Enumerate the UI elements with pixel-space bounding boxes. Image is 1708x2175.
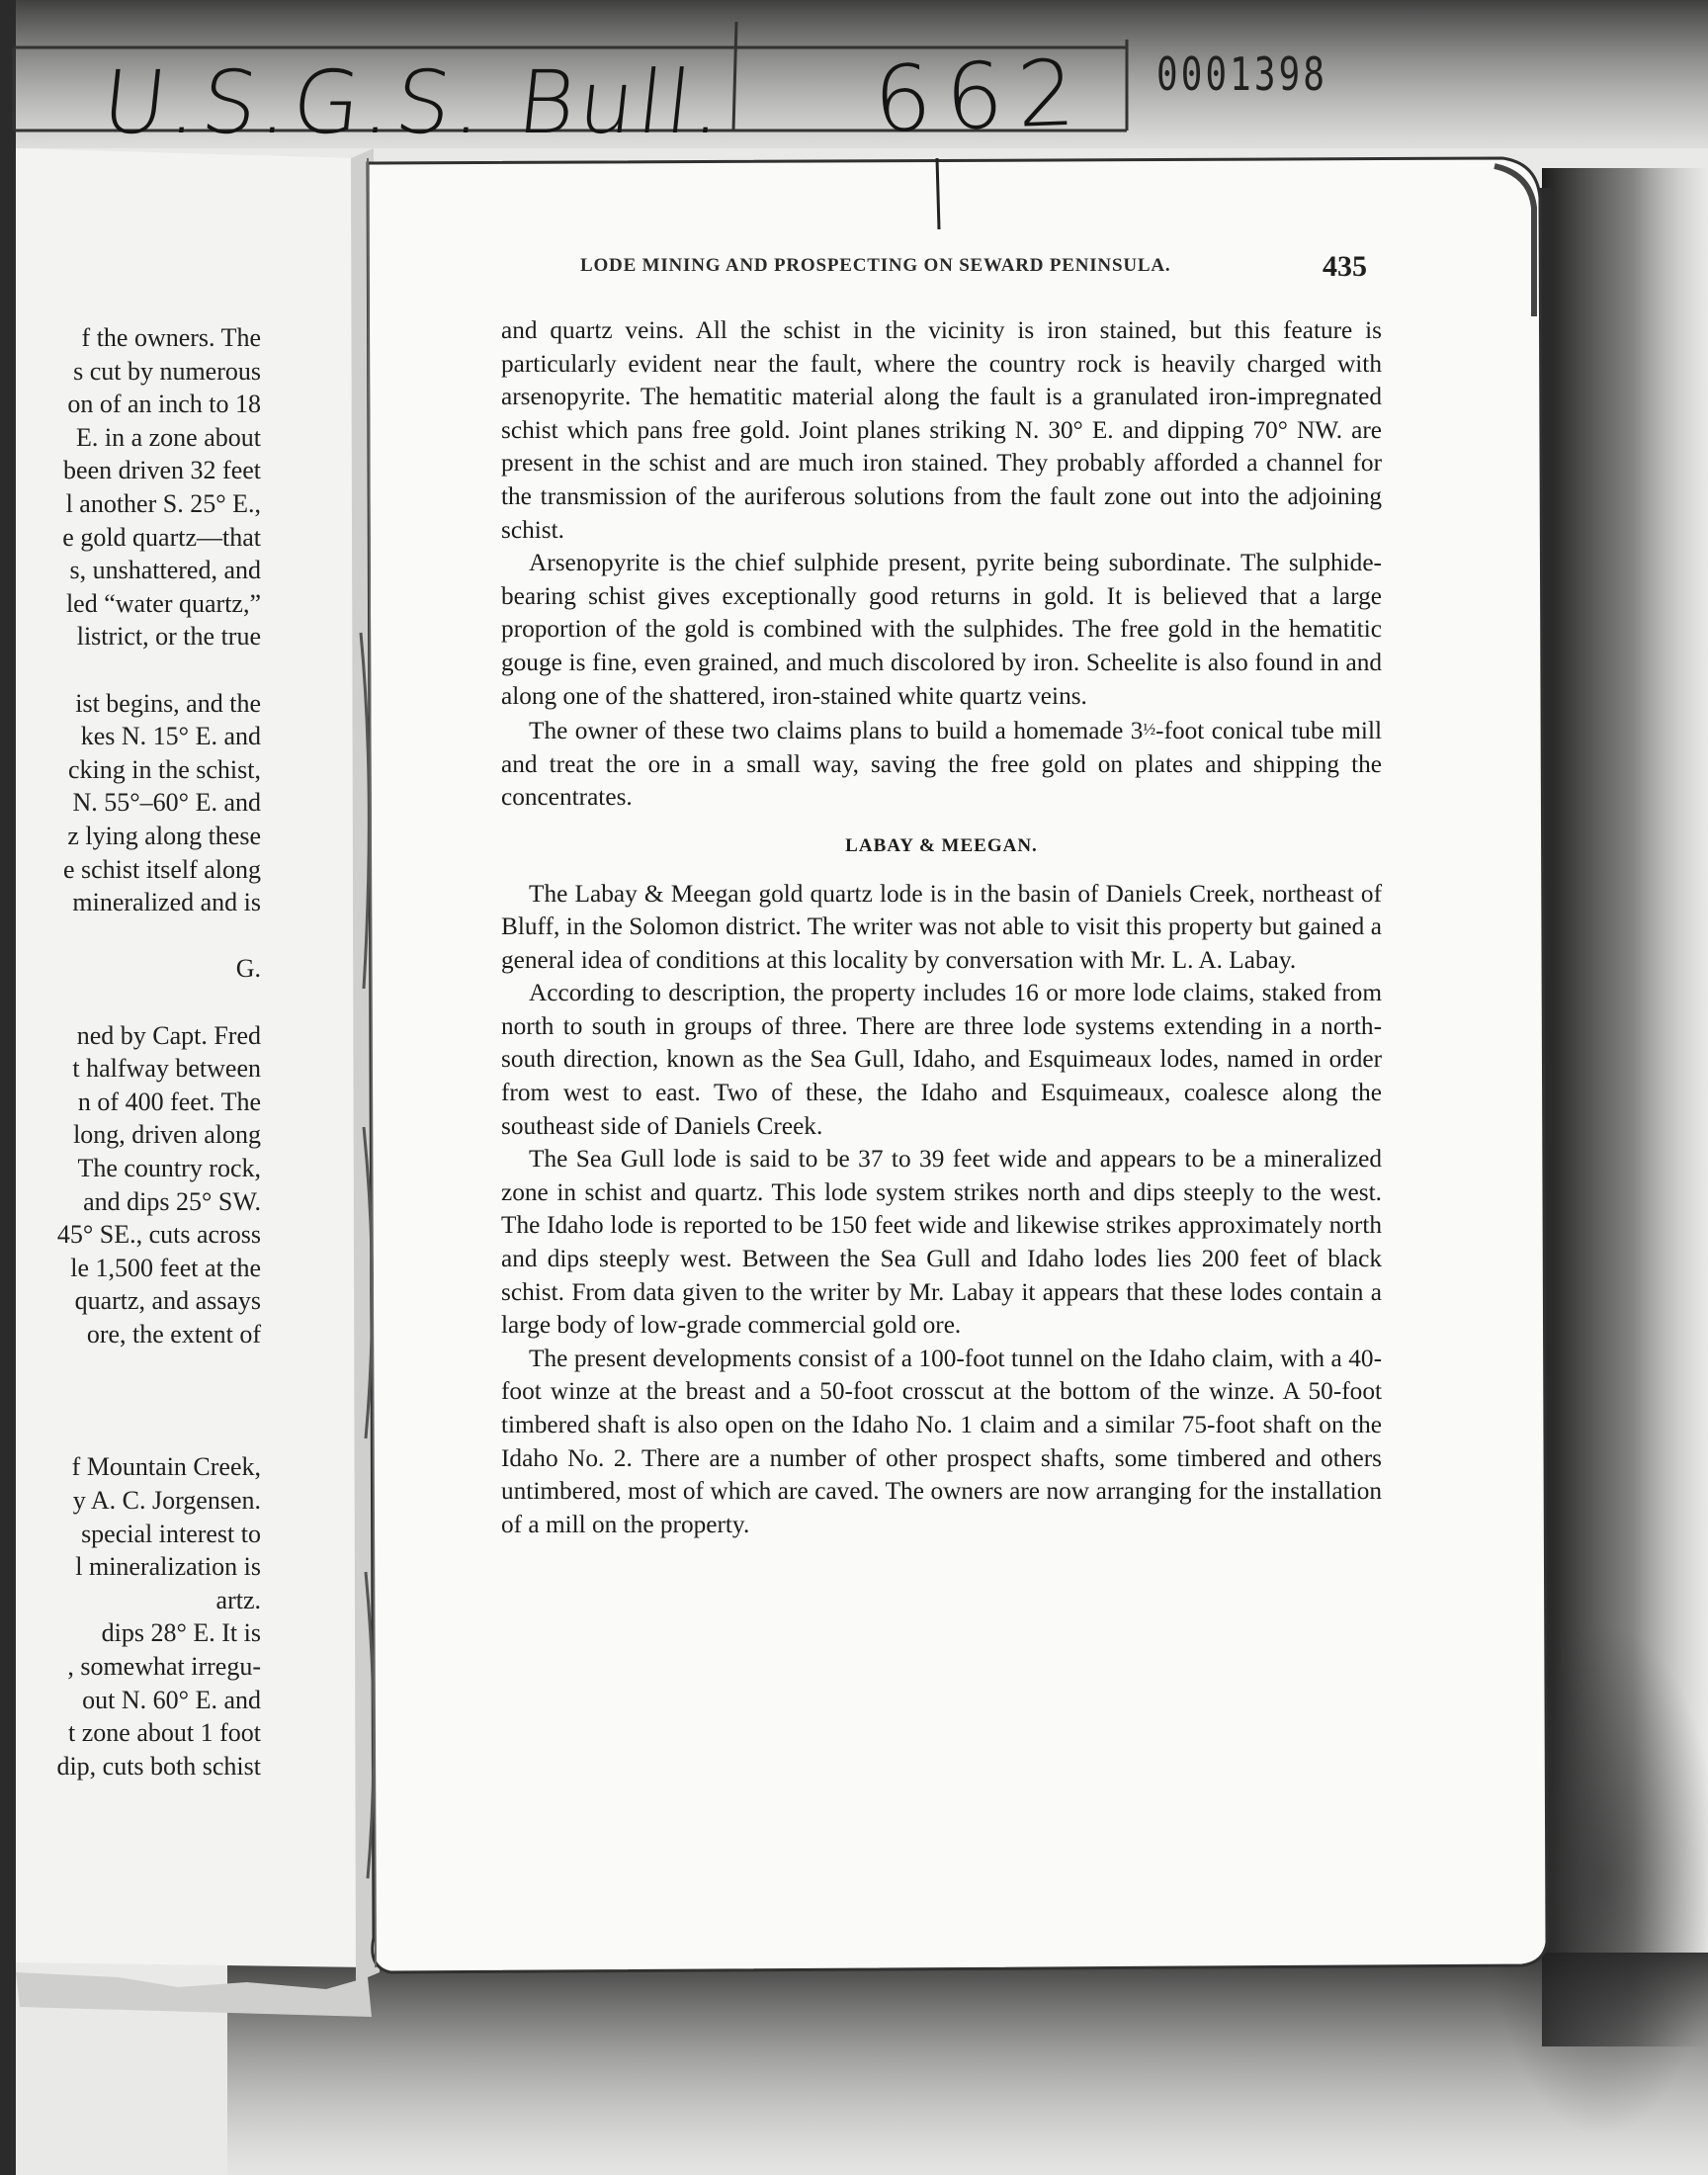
previous-page-line: The country rock,: [77, 1154, 261, 1182]
paragraph-3-before: The owner of these two claims plans to build a homemade 3: [529, 717, 1144, 745]
paragraph-2: Arsenopyrite is the chief sulphide present, pyrite being subordinate. The sulphide-bearing schist gives exceptionally good returns in gold. It is believed that a large proportion of the gold is combined with the sulphides. The free gold in the hematitic gouge is fine, even grained, and much discolored by iron. Scheelite is also found in and along one of the shattered, iron-stained white quartz veins.: [501, 549, 1382, 710]
previous-page-line: ned by Capt. Fred: [76, 1020, 261, 1050]
previous-page-line: artz.: [215, 1585, 261, 1614]
previous-page-line: mineralized and is: [72, 888, 261, 917]
previous-page-line: long, driven along: [73, 1120, 261, 1150]
previous-page-line: and dips 25° SW.: [83, 1186, 261, 1216]
previous-page-line: listrict, or the true: [76, 622, 261, 652]
section-heading: LABAY & MEEGAN.: [845, 834, 1038, 856]
paragraph-6: The Sea Gull lode is said to be 37 to 39 feet wide and appears to be a mineralized zone in schist and quartz. This lode system strikes north and dips steeply to the west. The Idaho lode is reported to be 150 feet wide and likewise strikes approximately north and dips steeply west. Between the Sea Gull and Idaho lodes lies 200 feet of black schist. From data given to the writer by Mr. Labay it appears that these lodes contain a large body of low-grade commercial gold ore.: [501, 1145, 1382, 1340]
previous-page-line: l mineralization is: [75, 1552, 261, 1582]
previous-page-line: dip, cuts both schist: [56, 1751, 261, 1781]
previous-page-line: led “water quartz,”: [65, 588, 261, 618]
previous-page-line: dips 28° E. It is: [101, 1618, 261, 1648]
running-head: LODE MINING AND PROSPECTING ON SEWARD PENINSULA.: [580, 255, 1171, 276]
previous-page-line: ist begins, and the: [75, 688, 261, 718]
previous-page-line: out N. 60° E. and: [82, 1685, 261, 1714]
previous-page-line: special interest to: [81, 1519, 261, 1548]
previous-page-line: on of an inch to 18: [67, 390, 261, 419]
paragraph-3-after: -foot conical tube mill and treat the ore in a small way, saving the free gold on plates and shipping the concentrates.: [501, 717, 1382, 812]
previous-page-line: ore, the extent of: [86, 1320, 261, 1348]
previous-page-line: t halfway between: [72, 1054, 261, 1084]
paragraph-3: [501, 713, 1382, 815]
previous-page-line: s, unshattered, and: [69, 556, 261, 585]
previous-page-line: e gold quartz—that: [62, 522, 261, 552]
previous-page-line: G.: [235, 954, 261, 984]
scan-label-strip: [14, 22, 1126, 153]
previous-page-line: le 1,500 feet at the: [70, 1253, 261, 1282]
previous-page-line: cking in the schist,: [68, 754, 261, 784]
previous-page-line: z lying along these: [67, 822, 261, 850]
previous-page-line: t zone about 1 foot: [68, 1718, 261, 1748]
previous-page-line: f the owners. The: [81, 323, 261, 352]
paragraph-1: and quartz veins. All the schist in the vicinity is iron stained, but this feature is particularly evident near the fault, where the country rock is heavily charged with arsenopyrite. The hematitic material along the fault is a granulated iron-impregnated schist which pans free gold. Joint planes striking N. 30° E. and dipping 70° NW. are present in the schist and are much iron stained. They probably afforded a channel for the transmission of the auriferous solutions from the fault zone out into the adjoining schist.: [501, 316, 1382, 544]
previous-page-line: f Mountain Creek,: [71, 1452, 261, 1482]
previous-page-line: quartz, and assays: [74, 1286, 261, 1316]
previous-page-line: l another S. 25° E.,: [65, 489, 261, 518]
previous-page-line: kes N. 15° E. and: [80, 722, 261, 751]
previous-page-line: N. 55°–60° E. and: [72, 788, 261, 818]
previous-page-line: 45° SE., cuts across: [56, 1220, 261, 1250]
page-body: [501, 314, 1382, 1541]
fraction-half: ½: [1143, 720, 1156, 740]
paragraph-7: The present developments consist of a 100-foot tunnel on the Idaho claim, with a 40-foot winze at the breast and a 50-foot crosscut at the bottom of the winze. A 50-foot timbered shaft is also open on the Idaho No. 1 claim and a similar 75-foot shaft on the Idaho No. 2. There are a number of other prospect shafts, some timbered and others untimbered, most of which are caved. The owners are now arranging for the installation of a mill on the property.: [501, 1344, 1382, 1538]
paragraph-5: According to description, the property includes 16 or more lode claims, staked from north to south in groups of three. There are three lode systems extending in a north-south direction, known as the Sea Gull, Idaho, and Esquimeaux lodes, named in order from west to east. Two of these, the Idaho and Esquimeaux, coalesce along the southeast side of Daniels Creek.: [501, 979, 1382, 1140]
previous-page-line: n of 400 feet. The: [77, 1087, 261, 1116]
paragraph-4: The Labay & Meegan gold quartz lode is in the basin of Daniels Creek, northeast of Bluff, in the Solomon district. The writer was not able to visit this property but gained a general idea of conditions at this locality by conversation with Mr. L. A. Labay.: [501, 879, 1382, 974]
previous-page-line: e schist itself along: [62, 854, 261, 884]
previous-page-line: E. in a zone about: [76, 422, 261, 452]
previous-page-line: y A. C. Jorgensen.: [72, 1486, 261, 1515]
document-id-stamp: 0001398: [1156, 47, 1328, 101]
previous-page-line: s cut by numerous: [73, 356, 261, 386]
previous-page-fragment: [0, 158, 267, 1997]
page-number: 435: [1323, 250, 1367, 283]
label-bulletin-number: 662: [872, 40, 1091, 153]
label-series: U.S.G.S. Bull.: [97, 51, 731, 153]
previous-page-line: been driven 32 feet: [63, 456, 261, 485]
previous-page-line: , somewhat irregu-: [67, 1652, 261, 1681]
